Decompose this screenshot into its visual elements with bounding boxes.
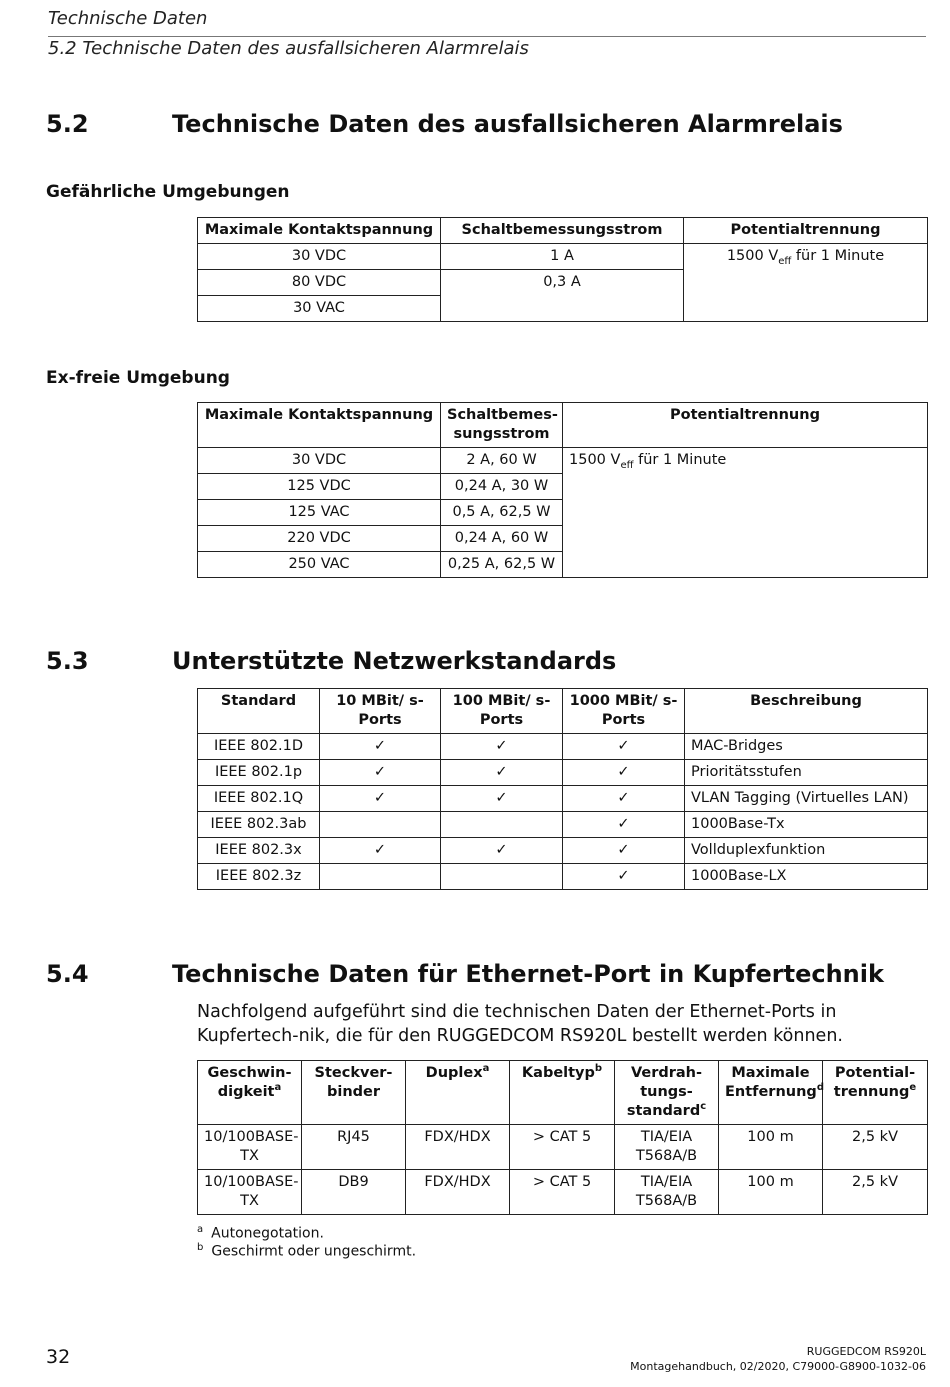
check-icon: ✓	[563, 734, 685, 760]
table-cell: 125 VAC	[198, 500, 441, 526]
check-icon: ✓	[320, 760, 441, 786]
header-divider	[48, 36, 926, 37]
table-cell: 0,5 A, 62,5 W	[441, 500, 563, 526]
table-row	[198, 812, 928, 838]
table-cell: 220 VDC	[198, 526, 441, 552]
table-cell: TIA/EIA T568A/B	[615, 1125, 719, 1170]
column-header: Steckver-binder	[302, 1061, 406, 1125]
check-icon	[320, 812, 441, 838]
table-cell: 2 A, 60 W	[441, 448, 563, 474]
column-header: Kabeltyp$^b$	[510, 1061, 615, 1125]
column-header: Potentialtrennung	[563, 403, 928, 448]
check-icon	[441, 812, 563, 838]
table-cell: TIA/EIA T568A/B	[615, 1170, 719, 1215]
running-header-section: 5.2 Technische Daten des ausfallsicheren Alarmrelais	[48, 38, 529, 59]
footnote: $^b$ Geschirmt oder ungeschirmt.	[197, 1242, 417, 1260]
column-header: Potentialtrennung	[684, 218, 928, 244]
column-header: 100 MBit/ s-Ports	[441, 689, 563, 734]
column-header: Maximale Kontaktspannung	[198, 218, 441, 244]
column-header: 10 MBit/ s-Ports	[320, 689, 441, 734]
table-cell: 0,25 A, 62,5 W	[441, 552, 563, 578]
description-cell: Vollduplexfunktion	[685, 838, 928, 864]
table-cell: 10/100BASE-TX	[198, 1170, 302, 1215]
column-header: Geschwin-digkeit$^a$	[198, 1061, 302, 1125]
section-title: Technische Daten des ausfallsicheren Alarmrelais	[172, 110, 843, 138]
column-header: Maximale Entfernung$^d$	[719, 1061, 823, 1125]
column-header: 1000 MBit/ s-Ports	[563, 689, 685, 734]
check-icon: ✓	[441, 734, 563, 760]
table-header-row	[198, 1061, 928, 1125]
standard-cell: IEEE 802.1D	[198, 734, 320, 760]
table-cell: 0,24 A, 60 W	[441, 526, 563, 552]
intro-paragraph: Nachfolgend aufgeführt sind die technischen Daten der Ethernet-Ports in Kupfertech-nik, die für den RUGGEDCOM RS920L bestellt werden können.	[197, 1002, 843, 1046]
table-cell: 100 m	[719, 1170, 823, 1215]
table-header-row	[198, 218, 928, 244]
table-cell: 30 VDC	[198, 448, 441, 474]
table-cell: 10/100BASE-TX	[198, 1125, 302, 1170]
table-cell: 30 VAC	[198, 296, 441, 322]
table-header-row	[198, 689, 928, 734]
table-cell: > CAT 5	[510, 1170, 615, 1215]
table-cell: DB9	[302, 1170, 406, 1215]
network-standards-table	[197, 688, 928, 890]
column-header: Verdrah-tungs-standard$^c$	[615, 1061, 719, 1125]
table-row	[198, 448, 928, 474]
footer-product: RUGGEDCOM RS920L	[806, 1345, 926, 1358]
table-cell: 1 A	[441, 244, 684, 270]
table-cell: 0,3 A	[441, 270, 684, 322]
table-cell: FDX/HDX	[406, 1125, 510, 1170]
check-icon: ✓	[563, 864, 685, 890]
check-icon: ✓	[563, 812, 685, 838]
standard-cell: IEEE 802.3z	[198, 864, 320, 890]
table-cell: 80 VDC	[198, 270, 441, 296]
subsection-title: Gefährliche Umgebungen	[46, 182, 290, 202]
page-number: 32	[46, 1346, 71, 1368]
column-header: Schaltbemessungsstrom	[441, 218, 684, 244]
table-row	[198, 1125, 928, 1170]
table-row	[198, 786, 928, 812]
section-number: 5.2	[46, 110, 89, 138]
isolation-cell: 1500 $V_{eff}$ für 1 Minute	[684, 244, 928, 322]
column-header: Standard	[198, 689, 320, 734]
table-cell: 2,5 kV	[823, 1170, 928, 1215]
hazardous-environment-table	[197, 217, 928, 322]
section-number: 5.3	[46, 647, 89, 675]
table-cell: 2,5 kV	[823, 1125, 928, 1170]
description-cell: VLAN Tagging (Virtuelles LAN)	[685, 786, 928, 812]
check-icon	[320, 864, 441, 890]
table-row	[198, 760, 928, 786]
footer-document-id: Montagehandbuch, 02/2020, C79000-G8900-1032-06	[630, 1360, 926, 1373]
check-icon: ✓	[320, 838, 441, 864]
check-icon: ✓	[563, 838, 685, 864]
check-icon: ✓	[441, 786, 563, 812]
standard-cell: IEEE 802.1p	[198, 760, 320, 786]
table-cell: 30 VDC	[198, 244, 441, 270]
table-cell: RJ45	[302, 1125, 406, 1170]
running-header-chapter: Technische Daten	[48, 8, 208, 29]
section-number: 5.4	[46, 960, 89, 988]
check-icon: ✓	[563, 760, 685, 786]
check-icon	[441, 864, 563, 890]
description-cell: Prioritätsstufen	[685, 760, 928, 786]
ex-free-environment-table	[197, 402, 928, 578]
section-title: Unterstützte Netzwerkstandards	[172, 647, 617, 675]
section-title: Technische Daten für Ethernet-Port in Kupfertechnik	[172, 960, 884, 988]
table-cell: FDX/HDX	[406, 1170, 510, 1215]
description-cell: 1000Base-Tx	[685, 812, 928, 838]
standard-cell: IEEE 802.3x	[198, 838, 320, 864]
footnote: $^a$ Autonegotation.	[197, 1224, 324, 1242]
table-cell: 100 m	[719, 1125, 823, 1170]
copper-ethernet-port-table	[197, 1060, 928, 1215]
check-icon: ✓	[320, 786, 441, 812]
check-icon: ✓	[441, 838, 563, 864]
description-cell: 1000Base-LX	[685, 864, 928, 890]
table-row	[198, 244, 928, 270]
description-cell: MAC-Bridges	[685, 734, 928, 760]
table-header-row	[198, 403, 928, 448]
isolation-cell: 1500 $V_{eff}$ für 1 Minute	[563, 448, 928, 578]
subsection-title: Ex-freie Umgebung	[46, 368, 230, 388]
column-header: Duplex$^a$	[406, 1061, 510, 1125]
table-cell: 125 VDC	[198, 474, 441, 500]
table-row	[198, 734, 928, 760]
table-row	[198, 1170, 928, 1215]
column-header: Beschreibung	[685, 689, 928, 734]
column-header: Potential-trennung$^e$	[823, 1061, 928, 1125]
check-icon: ✓	[320, 734, 441, 760]
check-icon: ✓	[441, 760, 563, 786]
table-row	[198, 864, 928, 890]
column-header: Maximale Kontaktspannung	[198, 403, 441, 448]
table-cell: 0,24 A, 30 W	[441, 474, 563, 500]
table-row	[198, 838, 928, 864]
standard-cell: IEEE 802.3ab	[198, 812, 320, 838]
standard-cell: IEEE 802.1Q	[198, 786, 320, 812]
table-cell: > CAT 5	[510, 1125, 615, 1170]
column-header: Schaltbemes-sungsstrom	[441, 403, 563, 448]
check-icon: ✓	[563, 786, 685, 812]
table-cell: 250 VAC	[198, 552, 441, 578]
